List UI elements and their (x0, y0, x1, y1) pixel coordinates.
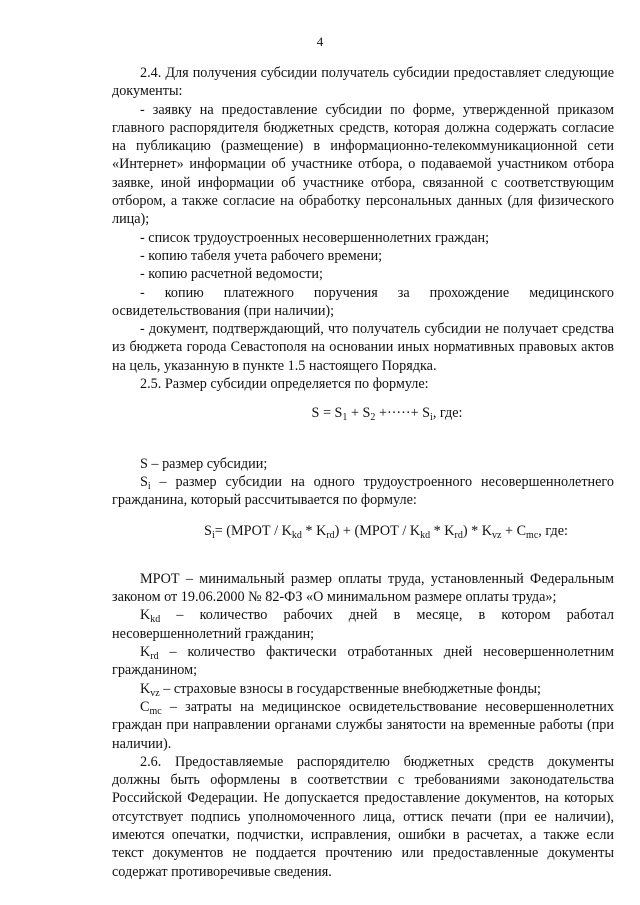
document-body (112, 64, 614, 881)
definition-kvz: $K_{vz}$ – страховые взносы в государственные внебюджетные фонды; (140, 680, 541, 699)
definition-mrot: МРОТ – минимальный размер оплаты труда, установленный Федеральным законом от 19.06.2000 № 82-ФЗ «О минимальном размере оплаты труда»; (112, 570, 614, 606)
list-item-application: - заявку на предоставление субсидии по форме, утвержденной приказом главного распорядителя бюджетных средств, которая должна содержать согласие на публикацию (размещение) в информационно-телекоммуникационной сети «Интернет» информации об участнике отбора, о подаваемой участником отбора заявке, иной информации об участнике отбора, связанной с соответствующим отбором, а также согласие на обработку персональных данных (для физического лица); (112, 101, 614, 228)
definition-kkd: $K_{kd}$ – количество рабочих дней в месяце, в котором работал несовершеннолетний гражданин; (112, 607, 614, 642)
list-item-confirmation: - документ, подтверждающий, что получатель субсидии не получает средства из бюджета города Севастополя на основании иных нормативных правовых актов на цель, указанную в пункте 1.5 настоящего Порядка. (112, 321, 614, 374)
formula-subsidy-per-person: $S_i=$ (МРОТ / $K_{kd} * K_{rd}$) + (МРОТ / $K_{kd} * K_{rd}) * K_{vz} + C_{mc}$, где: (204, 522, 568, 541)
list-item-employee-list: - список трудоустроенных несовершеннолетних граждан; (140, 229, 490, 246)
definition-cmc: $C_{mc}$ – затраты на медицинское освидетельствование несовершеннолетних граждан при направлении органами службы занятости на временные работы (при наличии). (112, 698, 614, 752)
list-item-payroll: - копию расчетной ведомости; (140, 266, 323, 283)
definition-s: S – размер субсидии; (140, 455, 268, 472)
definition-krd: $K_{rd}$ – количество фактически отработанных дней несовершеннолетним гражданином; (112, 644, 614, 679)
list-item-timesheet: - копию табеля учета рабочего времени; (140, 247, 383, 264)
page-number: 4 (316, 34, 324, 49)
paragraph-2-4: 2.4. Для получения субсидии получатель субсидии предоставляет следующие документы: (112, 65, 614, 100)
paragraph-2-6: 2.6. Предоставляемые распорядителю бюджетных средств документы должны быть оформлены в соответствии с требованиями законодательства Российской Федерации. Не допускается предоставление документов, на которых отсутствует подпись уполномоченного лица, оттиск печати (при ее наличии), имеются опечатки, подчистки, исправления, ошибки в расчетах, а также если текст документов не поддается прочтению или предоставленные документы содержат противоречивые сведения. (112, 753, 614, 880)
list-item-payment-order: - копию платежного поручения за прохождение медицинского освидетельствования (при наличии); (112, 284, 614, 319)
definition-si: $S_i$ – размер субсидии на одного трудоустроенного несовершеннолетнего гражданина, который рассчитывается по формуле: (112, 473, 614, 509)
formula-subsidy-total: $S = S_1 + S_2$ +·····+ $S_i$, где: (311, 405, 463, 424)
paragraph-2-5: 2.5. Размер субсидии определяется по формуле: (140, 376, 429, 393)
